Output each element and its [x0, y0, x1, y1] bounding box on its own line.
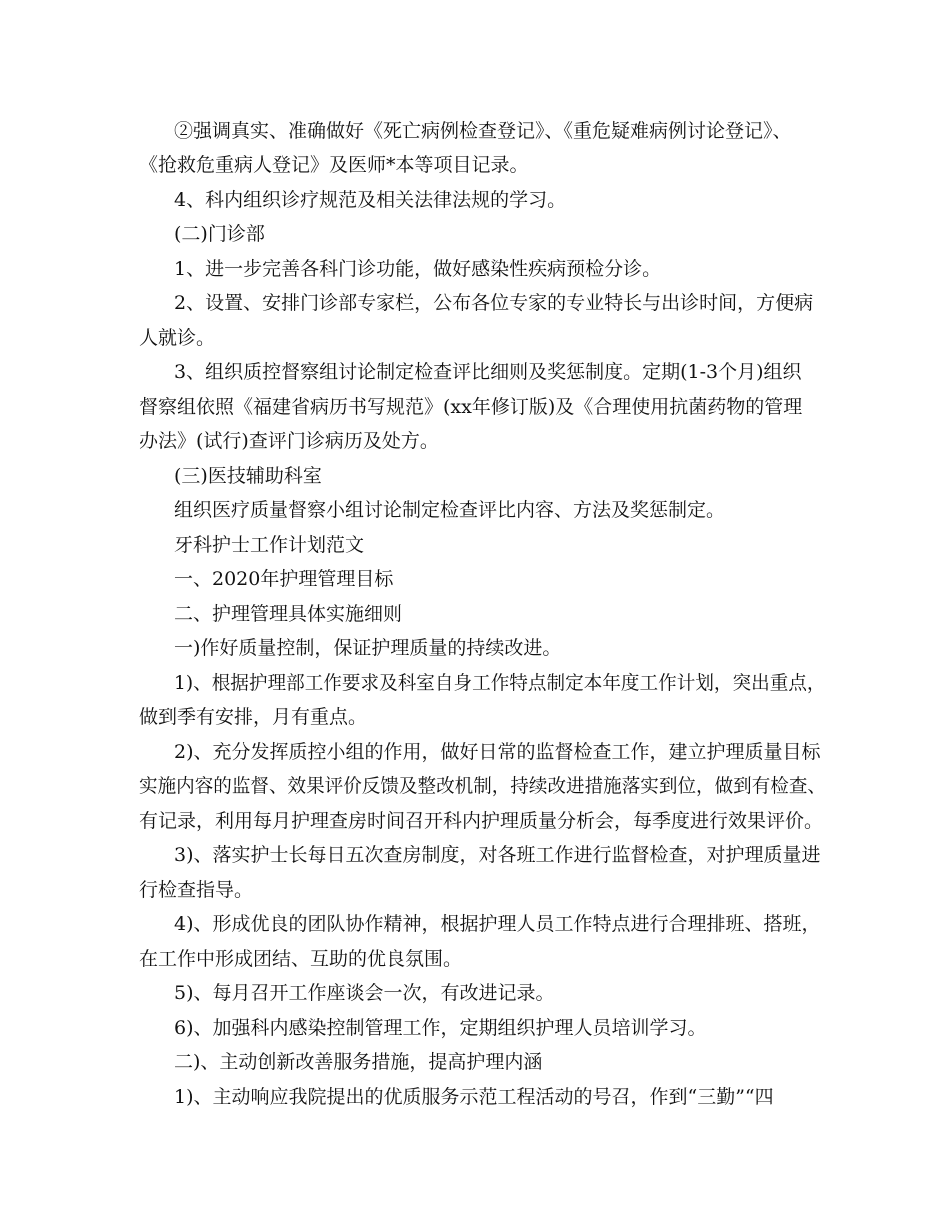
document-title: 牙科护士工作计划范文 [174, 534, 365, 556]
text-line: 1)、根据护理部工作要求及科室自身工作特点制定本年度工作计划，突出重点， [174, 672, 826, 694]
text-line: 1)、主动响应我院提出的优质服务示范工程活动的号召，作到“三勤”“四 [174, 1086, 774, 1108]
text-line: 3)、落实护士长每日五次查房制度，对各班工作进行监督检查，对护理质量进 [174, 844, 821, 866]
text-line: 组织医疗质量督察小组讨论制定检查评比内容、方法及奖惩制定。 [174, 499, 726, 521]
section-heading: 二)、主动创新改善服务措施，提高护理内涵 [174, 1051, 543, 1073]
text-line: 《抢救危重病人登记》及医师*本等项目记录。 [139, 154, 529, 176]
text-line: 5)、每月召开工作座谈会一次，有改进记录。 [174, 982, 555, 1004]
section-heading: 一、2020年护理管理目标 [174, 568, 394, 590]
text-line: 做到季有安排，月有重点。 [139, 706, 368, 728]
text-line: 办法》(试行)查评门诊病历及处方。 [139, 430, 439, 452]
text-line: ②强调真实、准确做好《死亡病例检查登记》、《重危疑难病例讨论登记》、 [174, 120, 792, 142]
section-heading: (二)门诊部 [174, 223, 265, 245]
text-line: 4、科内组织诊疗规范及相关法律法规的学习。 [174, 189, 567, 211]
section-heading: 一)作好质量控制，保证护理质量的持续改进。 [174, 637, 562, 659]
text-line: 人就诊。 [139, 327, 216, 349]
text-line: 有记录，利用每月护理查房时间召开科内护理质量分析会，每季度进行效果评价。 [139, 810, 824, 832]
text-line: 1、进一步完善各科门诊功能，做好感染性疾病预检分诊。 [174, 258, 662, 280]
text-line: 2)、充分发挥质控小组的作用，做好日常的监督检查工作，建立护理质量目标 [174, 741, 821, 763]
text-line: 4)、形成优良的团队协作精神，根据护理人员工作特点进行合理排班、搭班， [174, 913, 821, 935]
section-heading: 二、护理管理具体实施细则 [174, 603, 403, 625]
text-line: 2、设置、安排门诊部专家栏，公布各位专家的专业特长与出诊时间，方便病 [174, 292, 814, 314]
text-line: 3、组织质控督察组讨论制定检查评比细则及奖惩制度。定期(1-3个月)组织 [174, 361, 802, 383]
text-line: 6)、加强科内感染控制管理工作，定期组织护理人员培训学习。 [174, 1017, 707, 1039]
text-line: 督察组依照《福建省病历书写规范》(xx年修订版)及《合理使用抗菌药物的管理 [139, 396, 803, 418]
text-line: 行检查指导。 [139, 879, 254, 901]
section-heading: (三)医技辅助科室 [174, 465, 322, 487]
text-line: 在工作中形成团结、互助的优良氛围。 [139, 948, 463, 970]
text-line: 实施内容的监督、效果评价反馈及整改机制，持续改进措施落实到位，做到有检查、 [139, 775, 826, 797]
